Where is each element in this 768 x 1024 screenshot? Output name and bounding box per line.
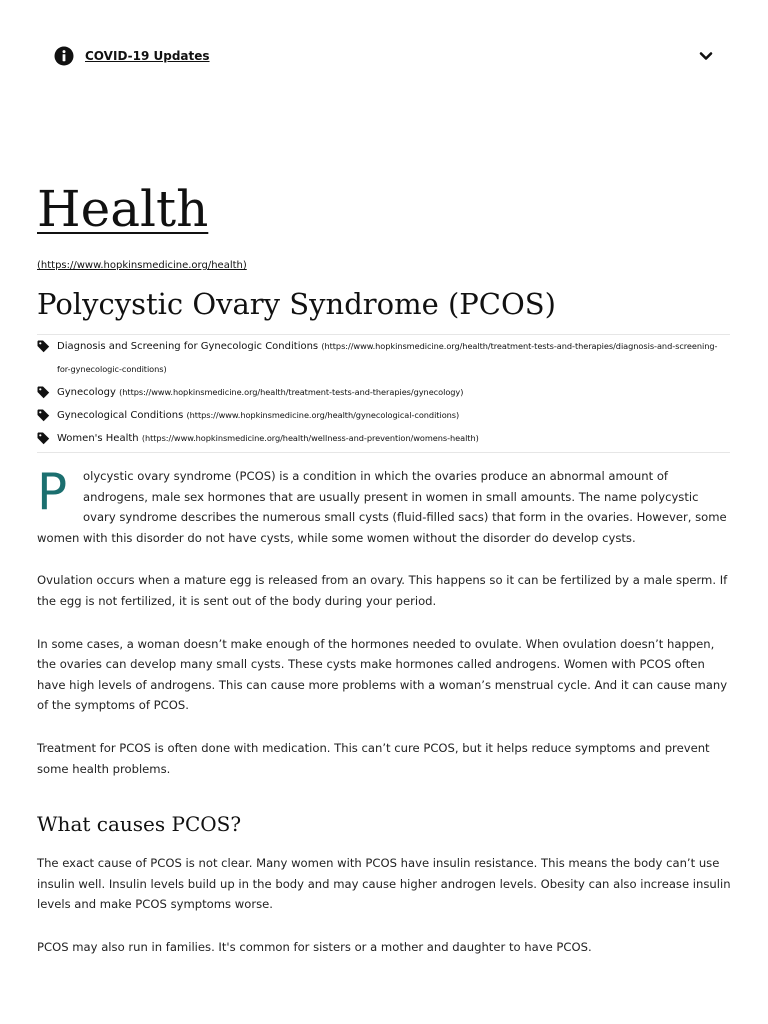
tag-label[interactable]: Gynecological Conditions [57,410,184,421]
drop-cap: P [37,463,68,521]
tag-icon [37,432,50,445]
tag-label[interactable]: Diagnosis and Screening for Gynecologic Conditions [57,341,319,352]
tag-url[interactable]: (https://www.hopkinsmedicine.org/health/gynecological-conditions) [186,410,460,420]
paragraph: PCOS may also run in families. It's common for sisters or a mother and daughter to have PCOS. [37,939,592,954]
article-body [37,463,732,980]
tag-icon [37,409,50,422]
intro-paragraph [37,463,732,548]
tag-url[interactable]: (https://www.hopkinsmedicine.org/health/treatment-tests-and-therapies/diagnosis-and-screening-for-gynecologic-conditions) [57,341,718,374]
section-title-link[interactable]: Health [37,180,209,238]
paragraph: Treatment for PCOS is often done with medication. This can’t cure PCOS, but it helps reduce symptoms and prevent some health problems. [37,740,710,776]
tag-item[interactable] [37,404,730,427]
covid-alert-bar[interactable] [54,44,716,68]
alert-left [54,46,210,66]
info-icon [54,46,74,66]
paragraph: In some cases, a woman doesn’t make enough of the hormones needed to ovulate. When ovulation doesn’t happen, the ovaries can develop many small cysts. These cysts make hormones called androgens. Women with PCOS often have high levels of androgens. This can cause more problems with a woman’s menstrual cycle. And it can cause many of the symptoms of PCOS. [37,636,728,713]
tag-item[interactable] [37,427,730,450]
paragraph: Ovulation occurs when a mature egg is released from an ovary. This happens so it can be fertilized by a male sperm. If the egg is not fertilized, it is sent out of the body during your period. [37,573,728,608]
section-heading: What causes PCOS? [37,812,242,837]
tag-list [37,334,730,453]
tag-label[interactable]: Gynecology [57,387,116,398]
tag-label[interactable]: Women's Health [57,433,139,444]
tag-item[interactable] [37,335,730,381]
section-url[interactable]: (https://www.hopkinsmedicine.org/health) [37,260,247,271]
tag-item[interactable] [37,381,730,404]
tag-url[interactable]: (https://www.hopkinsmedicine.org/health/wellness-and-prevention/womens-health) [141,433,479,443]
page-title: Polycystic Ovary Syndrome (PCOS) [37,287,556,321]
chevron-down-icon[interactable] [698,48,714,64]
covid-updates-link[interactable]: COVID-19 Updates [85,49,210,63]
intro-text: olycystic ovary syndrome (PCOS) is a condition in which the ovaries produce an abnormal amount of androgens, male sex hormones that are usually present in women in small amounts. The name polycystic ovary syndrome describes the numerous small cysts (fluid-filled sacs) that form in the ovaries. However, some women with this disorder do not have cysts, while some women without the disorder do develop cysts. [37,469,727,545]
tag-icon [37,386,50,399]
paragraph: The exact cause of PCOS is not clear. Many women with PCOS have insulin resistance. This means the body can’t use insulin well. Insulin levels build up in the body and may cause higher androgen levels. Obesity can also increase insulin levels and make PCOS symptoms worse. [37,856,731,912]
tag-url[interactable]: (https://www.hopkinsmedicine.org/health/treatment-tests-and-therapies/gynecology) [119,387,464,397]
tag-icon [37,340,50,353]
